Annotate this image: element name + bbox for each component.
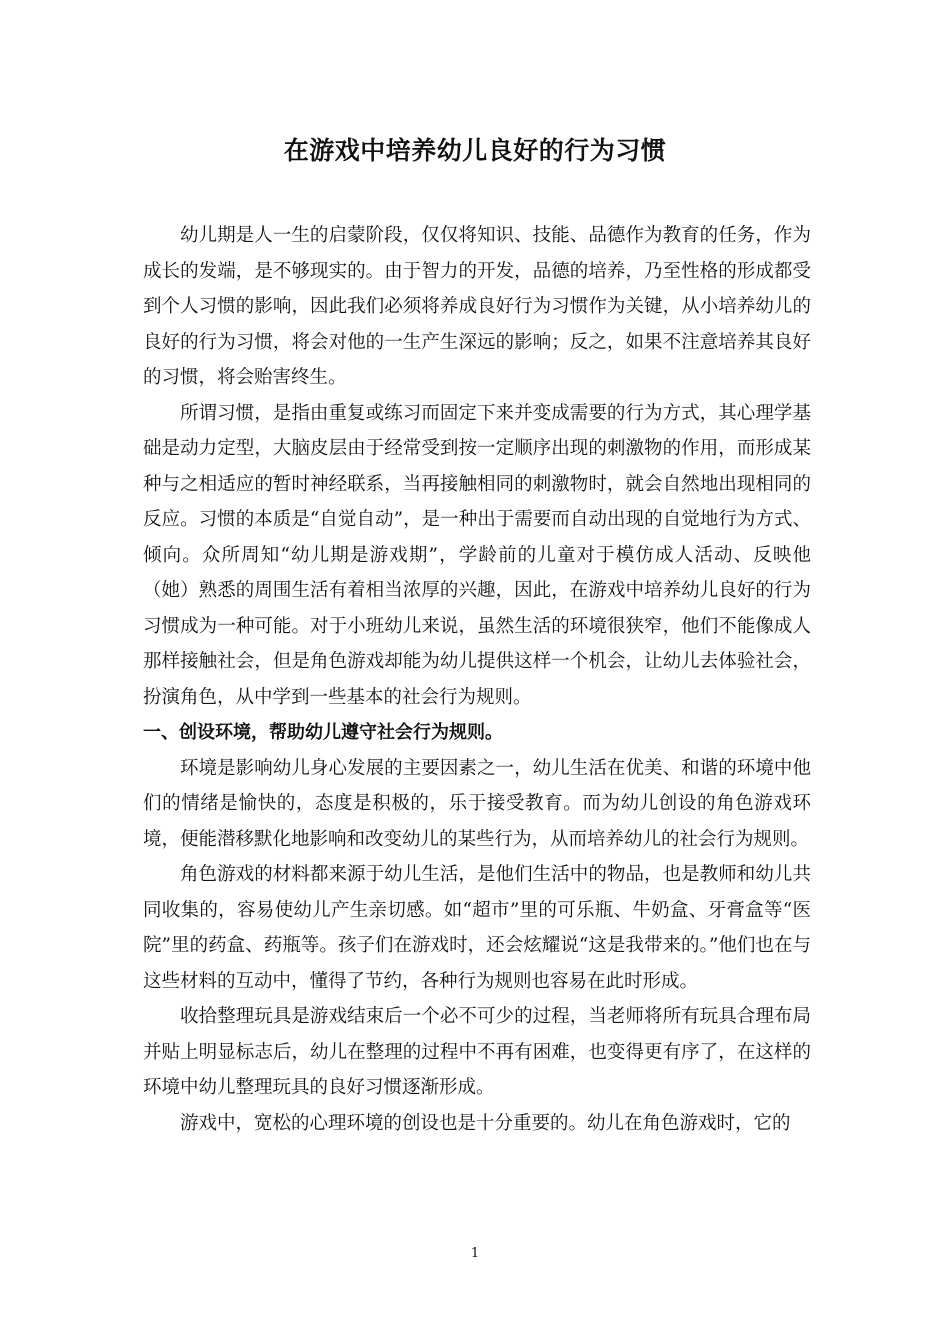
body-paragraph: 游戏中，宽松的心理环境的创设也是十分重要的。幼儿在角色游戏时，它的 <box>180 1112 791 1134</box>
body-paragraph: 幼儿期是人一生的启蒙阶段，仅仅将知识、技能、品德作为教育的任务，作为成长的发端，是不够现实的。由于智力的开发，品德的培养，乃至性格的形成都受到个人习惯的影响，因此我们必须将养成良好行为习惯作为关键，从小培养幼儿的良好的行为习惯，将会对他的一生产生深远的影响；反之，如果不注意培养其良好的习惯，将会贻害终生。 <box>143 225 811 388</box>
document-title: 在游戏中培养幼儿良好的行为习惯 <box>283 136 667 165</box>
page-number: 1 <box>470 1246 480 1261</box>
body-paragraph: 收拾整理玩具是游戏结束后一个必不可少的过程，当老师将所有玩具合理布局并贴上明显标志后，幼儿在整理的过程中不再有困难，也变得更有序了，在这样的环境中幼儿整理玩具的良好习惯逐渐形成。 <box>143 1006 811 1098</box>
section-heading: 一、创设环境，帮助幼儿遵守社会行为规则。 <box>143 722 503 743</box>
body-paragraph: 所谓习惯，是指由重复或练习而固定下来并变成需要的行为方式，其心理学基础是动力定型，大脑皮层由于经常受到按一定顺序出现的刺激物的作用，而形成某种与之相适应的暂时神经联系，当再接触相同的刺激物时，就会自然地出现相同的反应。习惯的本质是“自觉自动”，是一种出于需要而自动出现的自觉地行为方式、倾向。众所周知“幼儿期是游戏期”，学龄前的儿童对于模仿成人活动、反映他（她）熟悉的周围生活有着相当浓厚的兴趣，因此，在游戏中培养幼儿良好的行为习惯成为一种可能。对于小班幼儿来说，虽然生活的环境很狭窄，他们不能像成人那样接触社会，但是角色游戏却能为幼儿提供这样一个机会，让幼儿去体验社会，扮演角色，从中学到一些基本的社会行为规则。 <box>143 402 811 708</box>
body-paragraph: 环境是影响幼儿身心发展的主要因素之一，幼儿生活在优美、和谐的环境中他们的情绪是愉快的，态度是积极的，乐于接受教育。而为幼儿创设的角色游戏环境，便能潜移默化地影响和改变幼儿的某些行为，从而培养幼儿的社会行为规则。 <box>143 757 811 850</box>
document-body <box>143 218 811 1141</box>
body-paragraph: 角色游戏的材料都来源于幼儿生活，是他们生活中的物品，也是教师和幼儿共同收集的，容易使幼儿产生亲切感。如“超市”里的可乐瓶、牛奶盒、牙膏盒等“医院”里的药盒、药瓶等。孩子们在游戏时，还会炫耀说“这是我带来的。”他们也在与这些材料的互动中，懂得了节约，各种行为规则也容易在此时形成。 <box>143 864 811 992</box>
